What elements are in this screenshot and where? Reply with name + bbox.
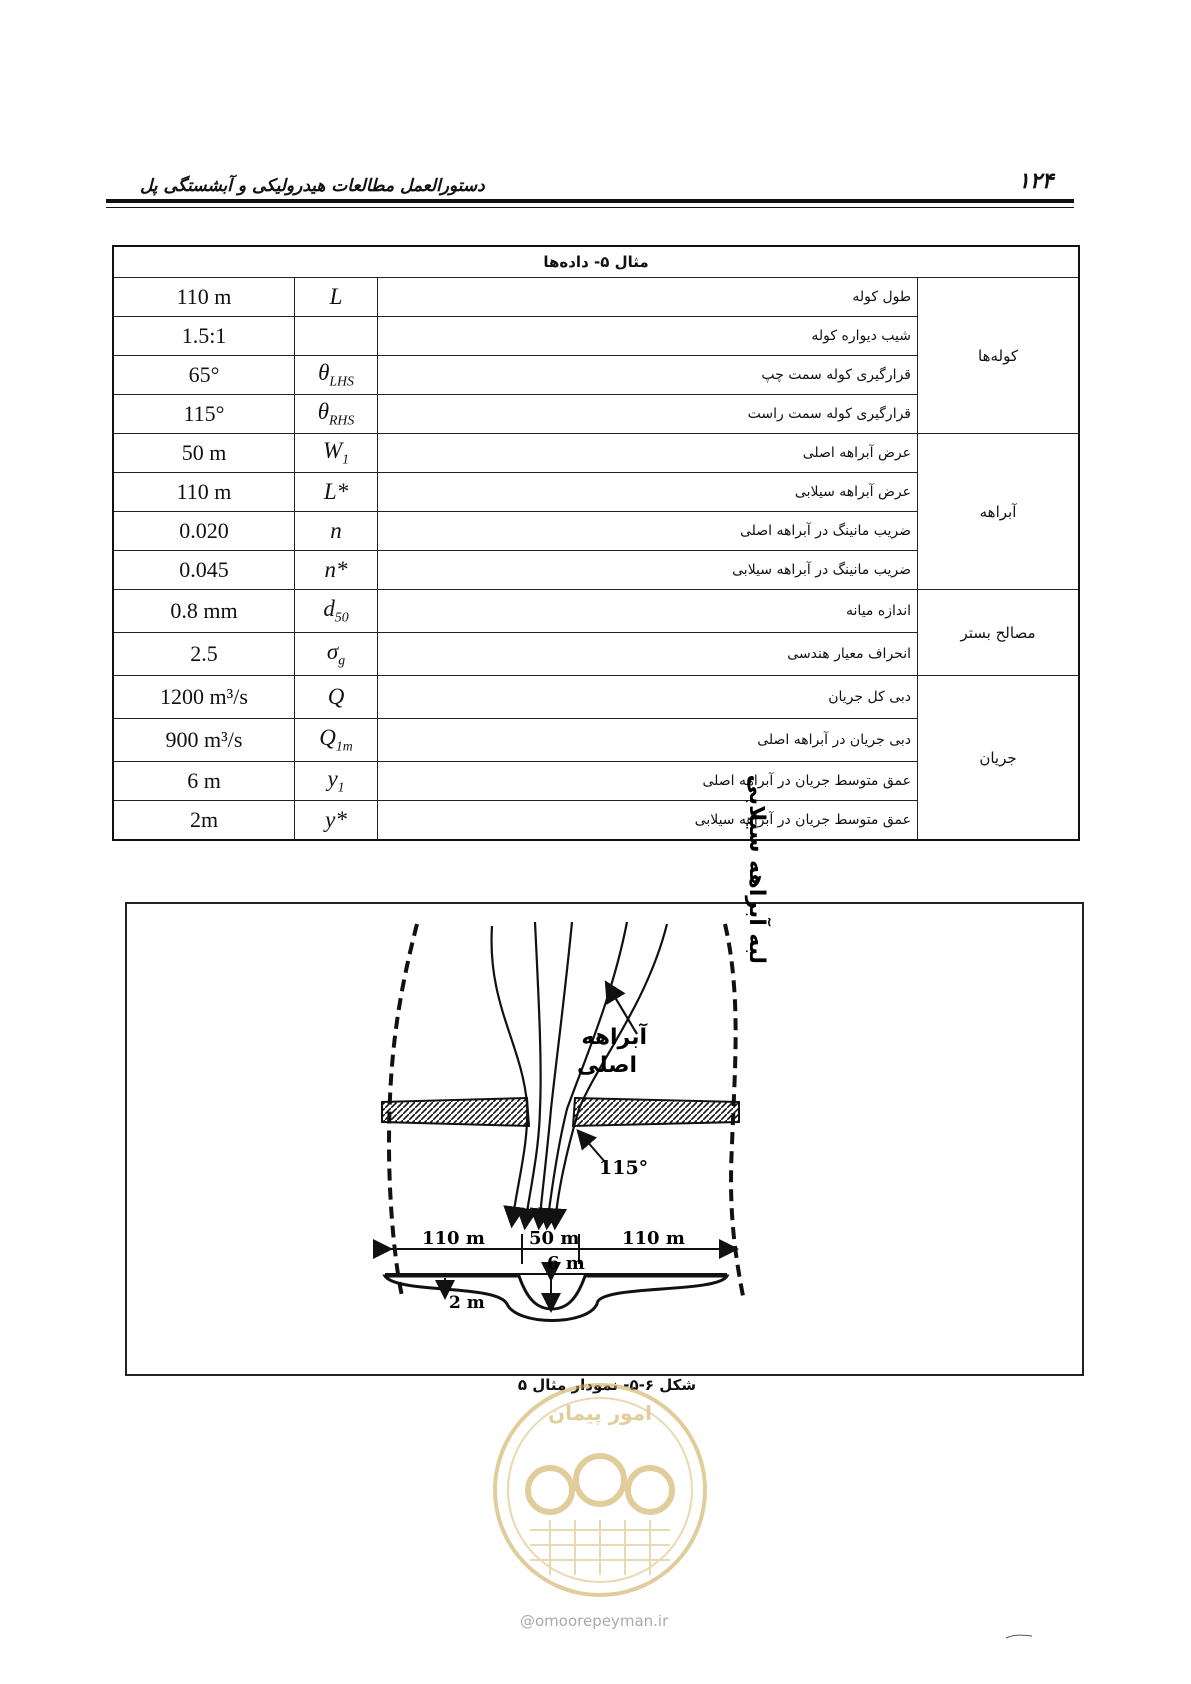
row-value: 0.045 <box>113 551 295 590</box>
row-value: 115° <box>113 395 295 434</box>
page-number: ۱۲۴ <box>1018 168 1054 194</box>
row-symbol: n <box>295 512 378 551</box>
row-symbol: Q <box>295 676 378 719</box>
running-header-title: دستورالعمل مطالعات هیدرولیکی و آبشستگی پل <box>140 176 485 196</box>
example-data-table <box>112 245 1080 841</box>
angle-label: 115° <box>599 1157 649 1179</box>
row-value: 0.8 mm <box>113 590 295 633</box>
row-value: 50 m <box>113 434 295 473</box>
row-value: 65° <box>113 356 295 395</box>
group-flow: جریان <box>918 676 1080 841</box>
depth-main: 6 m <box>547 1253 585 1274</box>
bridge-deck <box>382 1098 739 1126</box>
row-value: 6 m <box>113 762 295 801</box>
row-symbol: $y_1$ <box>295 762 378 801</box>
row-description: شیب دیواره کوله <box>378 317 918 356</box>
dim-left: 110 m <box>422 1228 485 1249</box>
figure-caption: شکل ۶-۵- نمودار مثال ۵ <box>517 1376 697 1394</box>
row-description: انحراف معیار هندسی <box>378 633 918 676</box>
label-main-channel-2: اصلی <box>576 1053 637 1078</box>
label-main-channel-1: آبراهه <box>581 1025 647 1050</box>
row-symbol: $d_{50}$ <box>295 590 378 633</box>
row-value: 110 m <box>113 473 295 512</box>
row-value: 2m <box>113 801 295 841</box>
row-description: قرارگیری کوله سمت راست <box>378 395 918 434</box>
row-value: 0.020 <box>113 512 295 551</box>
row-symbol: $\theta_{RHS}$ <box>295 395 378 434</box>
group-bed-material: مصالح بستر <box>918 590 1080 676</box>
row-description: ضریب مانینگ در آبراهه سیلابی <box>378 551 918 590</box>
label-floodplain-edge: لبه آبراهه سیلابی <box>744 774 769 964</box>
row-symbol: $W_1$ <box>295 434 378 473</box>
row-description: طول کوله <box>378 278 918 317</box>
row-value: 2.5 <box>113 633 295 676</box>
table-row <box>113 278 1079 317</box>
row-description: اندازه میانه <box>378 590 918 633</box>
row-symbol: n* <box>295 551 378 590</box>
row-symbol: $\sigma_g$ <box>295 633 378 676</box>
dim-center: 50 m <box>529 1228 580 1249</box>
row-description: قرارگیری کوله سمت چپ <box>378 356 918 395</box>
group-channel: آبراهه <box>918 434 1080 590</box>
watermark-logo <box>480 1360 720 1630</box>
stray-pen-mark <box>1004 1632 1034 1642</box>
row-symbol: L <box>295 278 378 317</box>
row-description: عمق متوسط جریان در آبراهه سیلابی <box>378 801 918 841</box>
row-description: عرض آبراهه سیلابی <box>378 473 918 512</box>
group-abutments: کوله‌ها <box>918 278 1080 434</box>
row-symbol: y* <box>295 801 378 841</box>
row-symbol: $\theta_{LHS}$ <box>295 356 378 395</box>
dim-right: 110 m <box>622 1228 685 1249</box>
row-description: ضریب مانینگ در آبراهه اصلی <box>378 512 918 551</box>
row-description: دبی جریان در آبراهه اصلی <box>378 719 918 762</box>
table-caption: مثال ۵- داده‌ها <box>113 246 1079 278</box>
row-description: عرض آبراهه اصلی <box>378 434 918 473</box>
watermark-brand: امور پیمان <box>548 1401 652 1425</box>
row-description: دبی کل جریان <box>378 676 918 719</box>
row-symbol <box>295 317 378 356</box>
watermark-url: @omoorepeyman.ir <box>520 1612 669 1630</box>
row-symbol: $Q_{1m}$ <box>295 719 378 762</box>
row-value: 900 m³/s <box>113 719 295 762</box>
table-caption-row <box>113 246 1079 278</box>
depth-flood: 2 m <box>449 1293 485 1313</box>
table-row <box>113 434 1079 473</box>
header-rule-thin <box>106 207 1074 208</box>
row-value: 110 m <box>113 278 295 317</box>
row-value: 1.5:1 <box>113 317 295 356</box>
row-description: عمق متوسط جریان در آبراهه اصلی <box>378 762 918 801</box>
row-symbol: L* <box>295 473 378 512</box>
table-row <box>113 676 1079 719</box>
row-value: 1200 m³/s <box>113 676 295 719</box>
cross-section <box>385 1276 727 1321</box>
header-rule <box>106 199 1074 203</box>
table-row <box>113 590 1079 633</box>
